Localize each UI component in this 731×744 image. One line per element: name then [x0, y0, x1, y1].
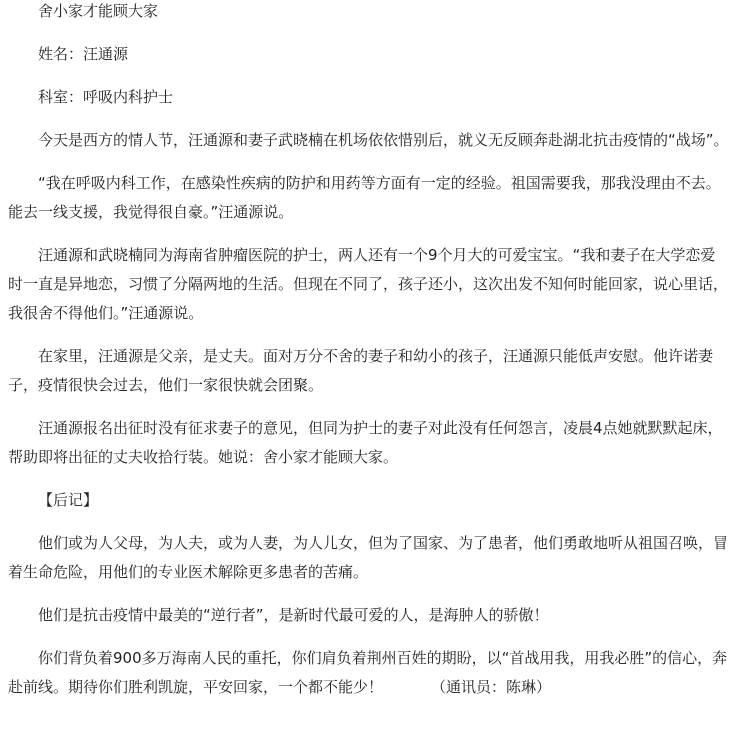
paragraph-4: 在家里，汪通源是父亲，是丈夫。面对万分不舍的妻子和幼小的孩子，汪通源只能低声安慰。他许诺妻子，疫情很快会过去，他们一家很快就会团聚。 — [8, 347, 714, 394]
subtitle: 舍小家才能顾大家 — [38, 2, 159, 20]
paragraph-3: 汪通源和武晓楠同为海南省肿瘤医院的护士，两人还有一个9个月大的可爱宝宝。“我和妻子在大学恋爱时一直是异地恋，习惯了分隔两地的生活。但现在不同了，孩子还小，这次出发不知何时能回家，说心里话，我很舍不得他们。”汪通源说。 — [8, 246, 729, 322]
paragraph-5: 汪通源报名出征时没有征求妻子的意见，但同为护士的妻子对此没有任何怨言，凌晨4点她就默默起床，帮助即将出征的丈夫收拾行装。她说：舍小家才能顾大家。 — [8, 419, 723, 466]
paragraph-2: “我在呼吸内科工作，在感染性疾病的防护和用药等方面有一定的经验。祖国需要我，那我没理由不去。能去一线支援，我觉得很自豪。”汪通源说。 — [8, 174, 721, 221]
postscript-paragraph-2: 他们是抗击疫情中最美的“逆行者”，是新时代最可爱的人，是海肿人的骄傲！ — [38, 606, 549, 624]
postscript-heading: 【后记】 — [38, 491, 99, 509]
name-line: 姓名：汪通源 — [38, 45, 129, 63]
reporter-credit: （通讯员：陈琳） — [431, 678, 552, 696]
paragraph-1: 今天是西方的情人节，汪通源和妻子武晓楠在机场依依惜别后，就义无反顾奔赴湖北抗击疫情的“战场”。 — [38, 131, 729, 149]
department-line: 科室：呼吸内科护士 — [38, 88, 174, 106]
postscript-paragraph-1: 他们或为人父母，为人夫，或为人妻，为人儿女，但为了国家、为了患者，他们勇敢地听从祖国召唤，冒着生命危险，用他们的专业医术解除更多患者的苦痛。 — [8, 534, 729, 581]
closing-paragraph — [8, 644, 729, 702]
closing-text: 你们背负着900多万海南人民的重托，你们肩负着荆州百姓的期盼，以“首战用我，用我必胜”的信心，奔赴前线。期待你们胜利凯旋，平安回家，一个都不能少！ — [8, 649, 728, 696]
